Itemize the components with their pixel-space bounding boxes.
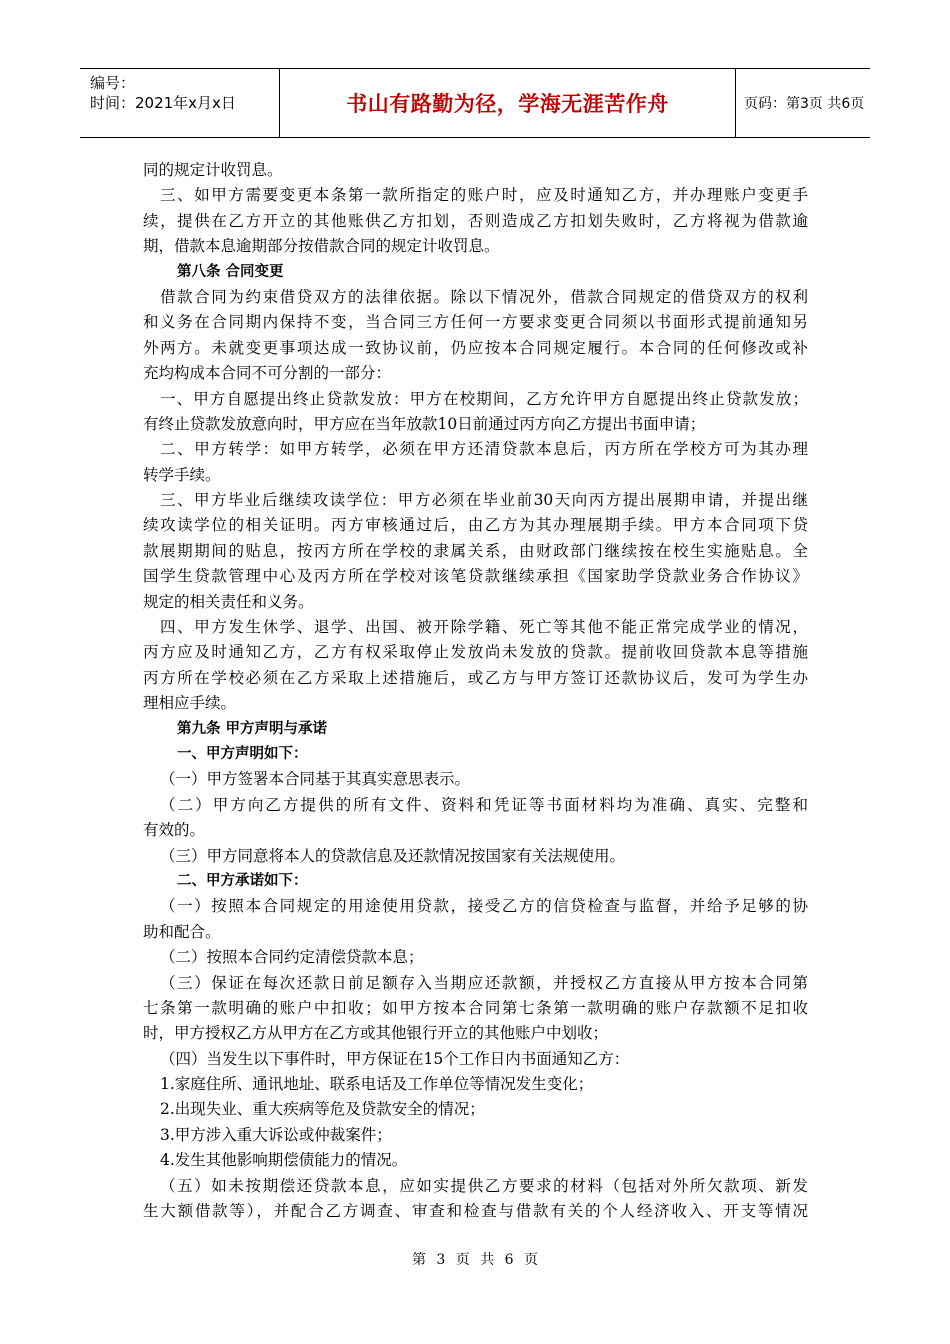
text-line: 2.出现失业、重大疾病等危及贷款安全的情况； (160, 1100, 485, 1119)
text-line: （二）甲方向乙方提供的所有文件、资料和凭证等书面材料均为准确、真实、完整和 (160, 795, 808, 814)
section-heading: 第九条 甲方声明与承诺 (177, 720, 328, 737)
document-date-label: 时间：2021年x月x日 (90, 94, 236, 112)
text-line: 二、甲方转学：如甲方转学，必须在甲方还清贷款本息后，丙方所在学校方可为其办理 (160, 440, 808, 459)
text-line: 国学生贷款管理中心及丙方所在学校对该笔贷款继续承担《国家助学贷款业务合作协议》 (143, 567, 808, 586)
text-line: 丙方应及时通知乙方，乙方有权采取停止发放尚未发放的贷款。提前收回贷款本息等措施 (143, 643, 808, 662)
text-line: 同的规定计收罚息。 (143, 161, 283, 179)
footer-total-unit: 页 (524, 1252, 539, 1268)
page-header (80, 68, 870, 138)
page-footer (0, 1249, 950, 1269)
text-line: 有效的。 (143, 821, 206, 840)
footer-page-number: 3 (436, 1252, 446, 1268)
text-line: 4.发生其他影响期偿债能力的情况。 (160, 1151, 408, 1170)
text-line: （一）甲方签署本合同基于其真实意思表示。 (160, 770, 471, 789)
text-line: （五）如未按期偿还贷款本息，应如实提供乙方要求的材料（包括对外所欠款项、新发 (160, 1176, 808, 1195)
document-body (143, 158, 808, 1224)
text-line: （二）按照本合同约定清偿贷款本息； (160, 948, 424, 967)
text-line: 有终止贷款发放意向时，甲方应在当年放款10日前通过丙方向乙方提出书面申请； (143, 414, 706, 433)
text-line: 时，甲方授权乙方从甲方在乙方或其他银行开立的其他账户中划收； (143, 1024, 609, 1043)
text-line: （三）保证在每次还款日前足额存入当期应还款额，并授权乙方直接从甲方按本合同第 (160, 973, 808, 992)
header-motto-cell (280, 69, 736, 137)
text-line: 理相应手续。 (143, 694, 237, 713)
text-line: 款展期期间的贴息，按丙方所在学校的隶属关系，由财政部门继续按在校生实施贴息。全 (143, 541, 808, 560)
text-line: 助和配合。 (143, 922, 221, 941)
section-heading: 二、甲方承诺如下： (177, 872, 308, 889)
text-line: 和义务在合同期内保持不变，当合同三方任何一方要求变更合同须以书面形式提前通知另 (143, 313, 808, 332)
text-line: （四）当发生以下事件时，甲方保证在15个工作日内书面通知乙方： (160, 1049, 630, 1068)
text-line: 一、甲方自愿提出终止贷款发放：甲方在校期间，乙方允许甲方自愿提出终止贷款发放； (160, 389, 808, 408)
header-meta-cell (80, 69, 280, 137)
text-line: 三、如甲方需要变更本条第一款所指定的账户时，应及时通知乙方，并办理账户变更手 (160, 186, 808, 205)
header-motto: 书山有路勤为径，学海无涯苦作舟 (346, 92, 669, 116)
text-line: 四、甲方发生休学、退学、出国、被开除学籍、死亡等其他不能正常完成学业的情况， (160, 618, 808, 637)
text-line: 续，提供在乙方开立的其他账供乙方扣划，否则造成乙方扣划失败时，乙方将视为借款逾 (143, 211, 808, 230)
text-line: 三、甲方毕业后继续攻读学位：甲方必须在毕业前30天向丙方提出展期申请，并提出继 (160, 491, 808, 510)
text-line: 外两方。未就变更事项达成一致协议前，仍应按本合同规定履行。本合同的任何修改或补 (143, 338, 808, 357)
text-line: 3.甲方涉入重大诉讼或仲裁案件； (160, 1125, 392, 1144)
text-line: 生大额借款等），并配合乙方调查、审查和检查与借款有关的个人经济收入、开支等情况 (143, 1202, 808, 1221)
text-line: 期，借款本息逾期部分按借款合同的规定计收罚息。 (143, 237, 500, 256)
text-line: （一）按照本合同规定的用途使用贷款，接受乙方的信贷检查与监督，并给予足够的协 (160, 897, 808, 916)
footer-page-word: 第 (411, 1252, 426, 1268)
text-line: 借款合同为约束借贷双方的法律依据。除以下情况外，借款合同规定的借贷双方的权利 (160, 287, 808, 306)
header-page-label: 页码：第3页 共6页 (744, 96, 865, 112)
header-page-cell (736, 69, 870, 137)
text-line: 丙方所在学校必须在乙方采取上述措施后，或乙方与甲方签订还款协议后，发可为学生办 (143, 668, 808, 687)
text-line: 充均构成本合同不可分割的一部分： (143, 364, 392, 383)
text-line: 1.家庭住所、通讯地址、联系电话及工作单位等情况发生变化； (160, 1075, 594, 1094)
text-line: （三）甲方同意将本人的贷款信息及还款情况按国家有关法规使用。 (160, 846, 626, 865)
text-line: 转学手续。 (143, 465, 221, 484)
footer-total-number: 6 (504, 1252, 514, 1268)
footer-page-unit: 页 (455, 1252, 470, 1268)
section-heading: 一、甲方声明如下： (177, 745, 308, 762)
text-line: 七条第一款明确的账户中扣收；如甲方按本合同第七条第一款明确的账户存款额不足扣收 (143, 998, 808, 1017)
section-heading: 第八条 合同变更 (177, 263, 284, 280)
text-line: 规定的相关责任和义务。 (143, 592, 314, 611)
footer-total-word: 共 (480, 1252, 495, 1268)
text-line: 续攻读学位的相关证明。丙方审核通过后，由乙方为其办理展期手续。甲方本合同项下贷 (143, 516, 808, 535)
document-number-label: 编号： (90, 74, 136, 92)
